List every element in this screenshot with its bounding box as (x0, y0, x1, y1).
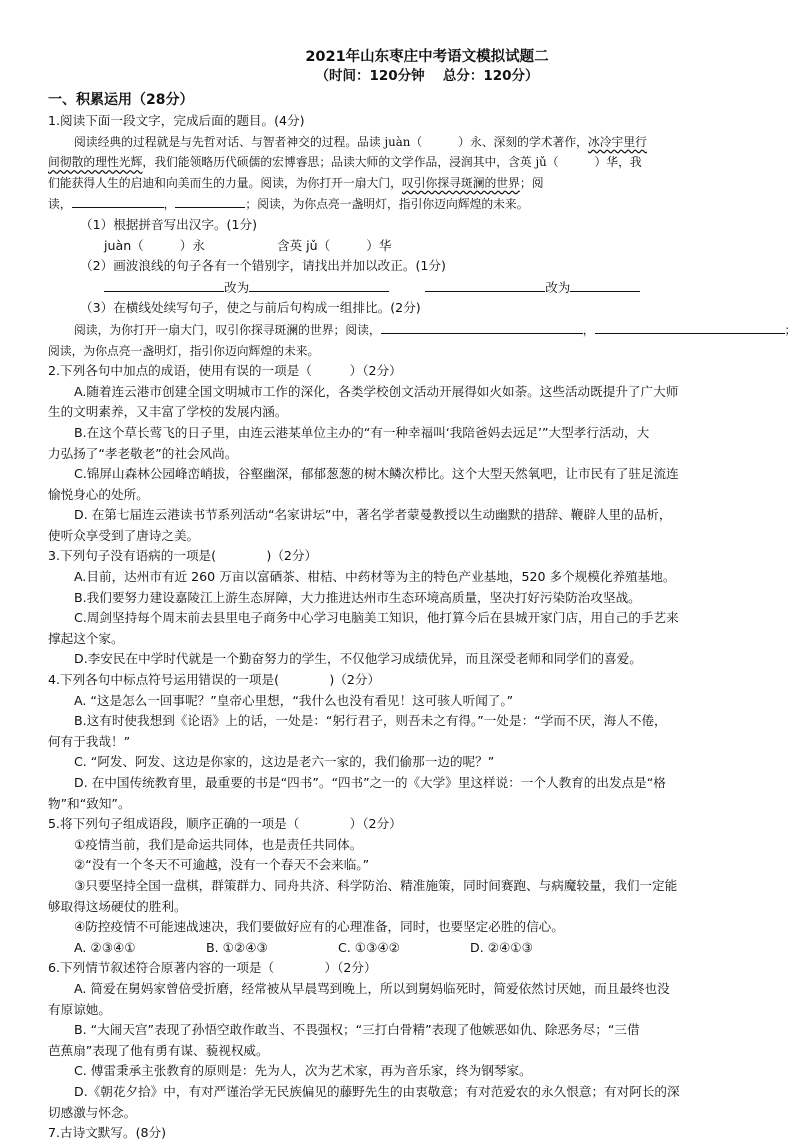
q2-option-a: A.随着连云港市创建全国文明城市工作的深化，各类学校创文活动开展得如火如荼。这些活动既提升了广大师 (74, 383, 679, 399)
q6-option-d: D.《朝花夕拾》中，有对严谨治学无民族偏见的藤野先生的由衷敬意；有对范爱农的永久恨意；有对阿长的深 (74, 1083, 680, 1099)
q4-option-a: A. “这是怎么一回事呢？”皇帝心里想，“我什么也没有看见！这可骇人听闻了。” (74, 692, 514, 708)
question-5-stem: 5.将下列句子组成语段，顺序正确的一项是（ ）（2分） (48, 816, 402, 832)
q4-option-b-cont: 何有于我哉！” (48, 733, 131, 749)
q5-sentence-3: ③只要坚持全国一盘棋，群策群力、同舟共济、科学防治、精准施策，同时间赛跑、与病魔较量，我们一定能 (74, 877, 678, 893)
q1-sub-3-line: 阅读，为你点亮一盏明灯，指引你迈向辉煌的未来。 (48, 343, 320, 358)
question-7-stem: 7.古诗文默写。(8分) (48, 1125, 167, 1141)
q5-sentence-4: ④防控疫情不可能速战速决，我们要做好应有的心理准备，同时，也要坚定必胜的信心。 (74, 919, 564, 935)
q4-option-d: D. 在中国传统教育里，最重要的书是“四书”。“四书”之一的《大学》里这样说：一个人教育的出发点是“格 (74, 775, 666, 790)
q1-passage-line: 间彻散的理性光辉，我们能领略历代硕儒的宏博睿思；品读大师的文学作品，浸润其中，含英 jǔ（ ）华，我 (48, 155, 642, 170)
q2-option-c-cont: 愉悦身心的处所。 (48, 486, 149, 502)
section-heading: 一、积累运用（28分） (48, 92, 194, 108)
q2-option-b-cont: 力弘扬了“孝老敬老”的社会风尚。 (48, 445, 238, 461)
q1-sub-3: （3）在横线处续写句子，使之与前后句构成一组排比。(2分) (80, 300, 421, 316)
q1-sub-1-pinyin: juàn（ ）永 含英 jǔ（ ）华 (104, 237, 392, 253)
q6-option-a-cont: 有原谅她。 (48, 1001, 111, 1017)
question-4-stem: 4.下列各句中标点符号运用错误的一项是( )（2分） (48, 672, 381, 688)
answer-blank[interactable] (381, 319, 583, 334)
exam-subtitle: （时间：120分钟 总分：120分） (315, 68, 539, 84)
question-3-stem: 3.下列句子没有语病的一项是( )（2分） (48, 548, 318, 564)
answer-blank[interactable] (104, 277, 224, 292)
answer-blank[interactable] (72, 193, 164, 208)
q4-option-c: C. “阿发、阿发、这边是你家的，这边是老六一家的，我们偷那一边的呢？” (74, 754, 495, 770)
q2-option-b: B.在这个草长莺飞的日子里，由连云港某单位主办的“有一种幸福叫‘我陪爸妈去远足’”大型孝行活动，大 (74, 424, 650, 440)
q3-option-d: D.李安民在中学时代就是一个勤奋努力的学生，不仅他学习成绩优异，而且深受老师和同学们的喜爱。 (74, 651, 642, 667)
q1-passage-line: 阅读经典的过程就是与先哲对话、与智者神交的过程。品读 juàn（ ）永、深刻的学术著作，冰冷宇里行 (74, 134, 647, 149)
q5-options (48, 938, 746, 959)
q4-option-d-cont: 物”和“致知”。 (48, 795, 131, 811)
q5-option: C. ①③④② (338, 939, 400, 955)
q6-option-b-cont: 芭蕉扇”表现了他有勇有谋、藐视权威。 (48, 1042, 269, 1058)
q5-option: B. ①②④③ (206, 939, 268, 955)
q6-option-d-cont: 切感激与怀念。 (48, 1104, 137, 1120)
q3-option-b: B.我们要努力建设嘉陵江上游生态屏障，大力推进达州市生态环境高质量，坚决打好污染防治攻坚战。 (74, 589, 641, 605)
q1-passage-line: 读， ， ；阅读，为你点亮一盏明灯，指引你迈向辉煌的未来。 (48, 193, 746, 215)
q5-option: D. ②④①③ (470, 939, 533, 955)
q1-sub-2-blanks: 改为 改为 (48, 277, 746, 299)
q2-option-d-cont: 使听众享受到了唐诗之美。 (48, 527, 200, 543)
q6-option-b: B. “大闹天宫”表现了孙悟空敢作敢当、不畏强权；“三打白骨精”表现了他嫉恶如仇、除恶务尽；“三借 (74, 1022, 640, 1038)
q5-sentence-2: ②“没有一个冬天不可逾越，没有一个春天不会来临。” (74, 857, 370, 873)
answer-blank[interactable] (570, 277, 640, 292)
exam-title: 2021年山东枣庄中考语文模拟试题二 (305, 49, 549, 65)
q6-option-c: C. 傅雷秉承主张教育的原则是：先为人，次为艺术家，再为音乐家，终为钢琴家。 (74, 1063, 532, 1079)
wavy-sentence-1: 冰冷宇里行 (587, 134, 647, 149)
q3-option-c: C.周剑坚持每个周末前去县里电子商务中心学习电脑美工知识，他打算今后在县城开家门店，用自己的手艺来 (74, 610, 679, 626)
wavy-sentence-2: 叹引你探寻斑澜的世界 (401, 175, 520, 190)
exam-document (48, 48, 796, 1144)
q3-option-a: A.目前，达州市有近 260 万亩以富硒茶、柑桔、中药材等为主的特色产业基地，520 多个规模化养殖基地。 (74, 569, 676, 585)
q2-option-d: D. 在第七届连云港读书节系列活动“名家讲坛”中，著名学者蒙曼教授以生动幽默的措辞、鞭辟人里的品析， (74, 507, 672, 523)
q3-option-c-cont: 撑起这个家。 (48, 630, 124, 646)
q2-option-c: C.锦屏山森林公园峰峦峭拔，谷壑幽深，郁郁葱葱的树木鳞次栉比。这个大型天然氧吧，让市民有了驻足流连 (74, 466, 679, 482)
q5-option: A. ②③④① (74, 939, 136, 955)
q6-option-a: A. 简爱在舅妈家曾倍受折磨，经常被从早晨骂到晚上，所以到舅妈临死时，简爱依然讨厌她，而且最终也没 (74, 980, 670, 996)
wavy-sentence-1-cont: 间彻散的理性光辉 (48, 155, 143, 170)
q2-option-a-cont: 生的文明素养，又丰富了学校的发展内涵。 (48, 404, 288, 420)
question-1-stem: 1.阅读下面一段文字，完成后面的题目。(4分) (48, 113, 305, 128)
answer-blank[interactable] (425, 277, 545, 292)
question-2-stem: 2.下列各句中加点的成语，使用有误的一项是（ ）（2分） (48, 363, 402, 379)
q4-option-b: B.这有时使我想到《论语》上的话，一处是：“躬行君子，则吾未之有得。”一处是：“学而不厌，海人不倦， (74, 713, 667, 729)
question-6-stem: 6.下列情节叙述符合原著内容的一项是（ ）（2分） (48, 960, 377, 976)
q5-sentence-1: ①疫情当前，我们是命运共同体，也是责任共同体。 (74, 836, 363, 852)
answer-blank[interactable] (595, 319, 785, 334)
q1-sub-1: （1）根据拼音写出汉字。(1分) (80, 216, 257, 232)
answer-blank[interactable] (249, 277, 389, 292)
q5-sentence-3-cont: 够取得这场硬仗的胜利。 (48, 898, 187, 914)
q1-sub-3-line: 阅读，为你打开一扇大门，叹引你探寻斑澜的世界；阅读， ， ； (48, 319, 746, 341)
q1-passage-line: 们能获得人生的启迪和向美而生的力量。阅读，为你打开一扇大门，叹引你探寻斑澜的世界；阅 (48, 175, 544, 190)
answer-blank[interactable] (175, 193, 245, 208)
q1-sub-2: （2）画波浪线的句子各有一个错别字，请找出并加以改正。(1分) (80, 258, 446, 274)
